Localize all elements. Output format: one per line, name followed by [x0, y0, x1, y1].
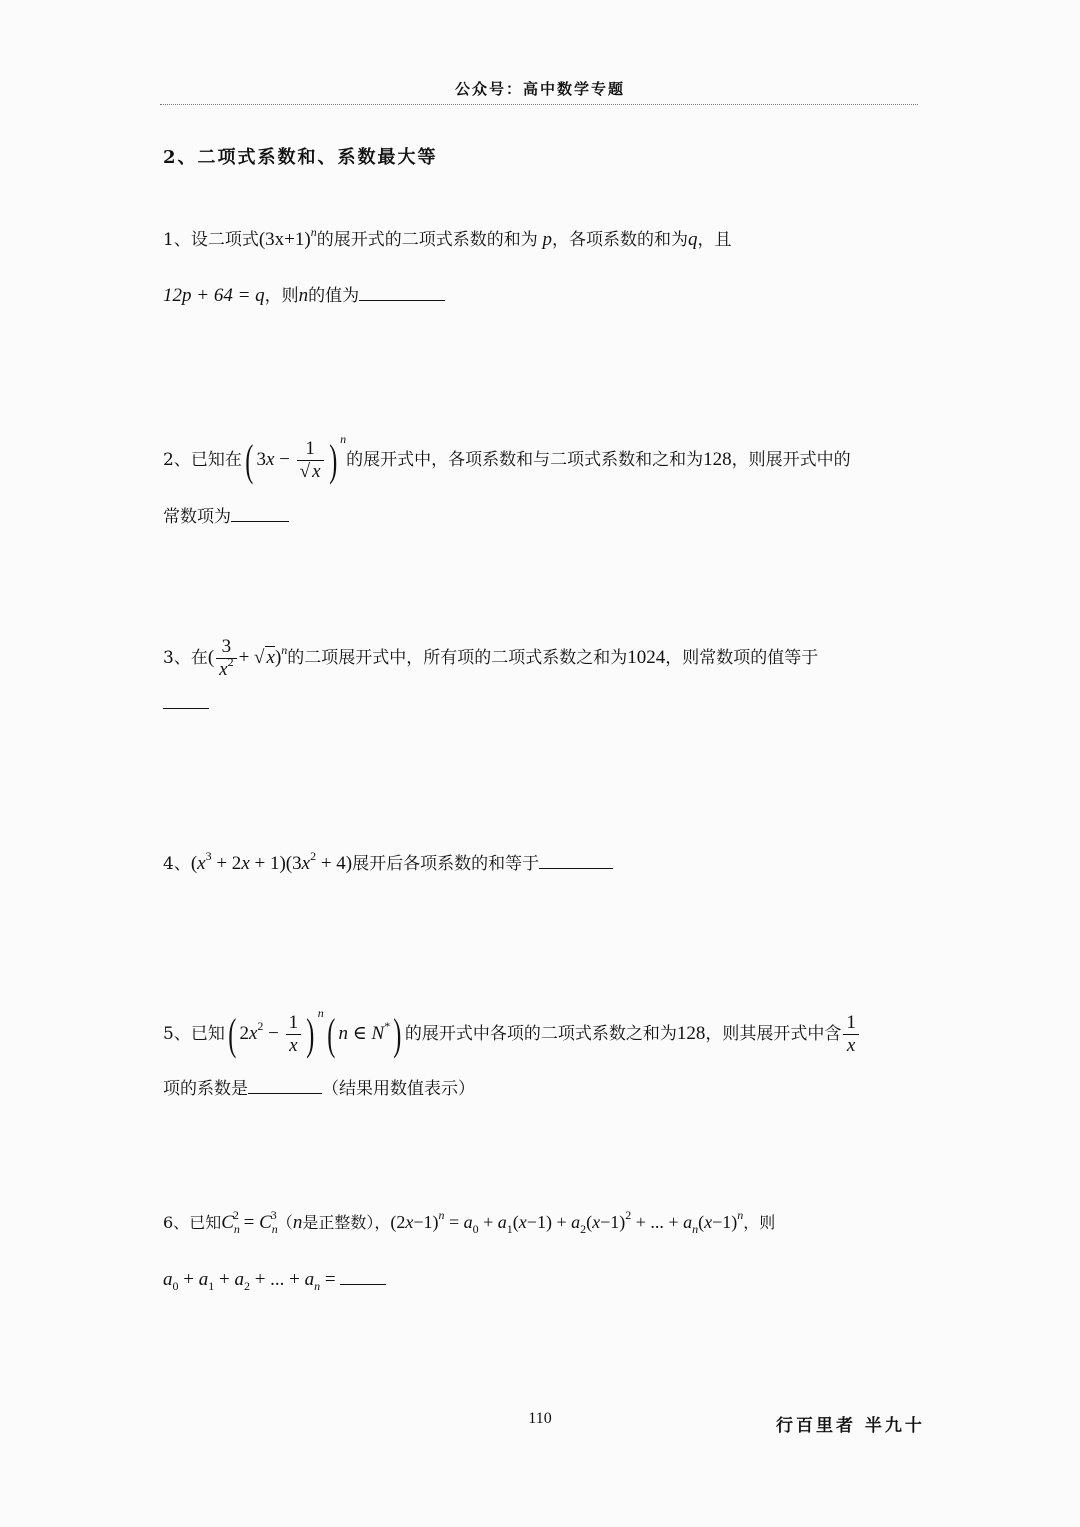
footer-motto: 行百里者 半九十 [776, 1416, 925, 1436]
problem-4-line-1: 4、$(x^3 + 2x + 1)(3x^2 + 4)$展开后各项系数的和等于 [163, 850, 613, 878]
problem-2-line-2: 常数项为 [163, 503, 289, 531]
problem-3-line-1: 3、在( $\frac{3}{x^2}$ + √ x)$^n$的二项展开式中，所有项的二项式系数之和为1024，则常数项的值等于 [163, 636, 819, 680]
problem-6-line-2: $a_0 + a_1 + a_2$ + ... + $a_n$ = [163, 1266, 386, 1294]
problem-2-line-1: 2、已知在( 3x − $\frac{1}{√ x}$ ) $^n$的展开式中，各项系数和与二项式系数和之和为128，则展开式中的 [163, 431, 851, 485]
problem-5-line-2: 项的系数是 （结果用数值表示） [163, 1079, 475, 1099]
answer-blank [359, 284, 445, 301]
problem-3-line-2 [163, 690, 209, 718]
equation: 12p + 64 = q [163, 285, 265, 306]
problem-1-line-1: 1、设二项式$(3x+1)^n$的展开式的二项式系数的和为 p，各项系数的和为q，且 [163, 225, 732, 250]
problem-1-line-2: 12p + 64 = q，则n的值为 [163, 282, 445, 310]
answer-blank [340, 1268, 386, 1285]
problem-5-line-1: 5、已知( $2x^2$ − $\frac{1}{x}$ ) $^n$( n ∈ N*) 的展开式中各项的二项式系数之和为128，则其展开式中含 $\frac{1}{x}$ [163, 1012, 861, 1057]
answer-blank [539, 852, 613, 869]
section-title: 2、二项式系数和、系数最大等 [163, 147, 438, 168]
answer-blank [248, 1077, 322, 1094]
answer-blank [231, 505, 289, 522]
answer-blank [163, 692, 209, 709]
header-divider [160, 104, 918, 105]
page-header: 公众号：高中数学专题 [454, 80, 625, 98]
problem-6-line-1: 6、已知$C_n^2 = C_n^3(n$是正整数），$(2x-1)^n = a_0 + a_1(x-1) + a_2(x-1)^2$ + ... + $a_n(x-1)^n$，则 [163, 1208, 776, 1236]
page-number: 110 [528, 1410, 552, 1427]
